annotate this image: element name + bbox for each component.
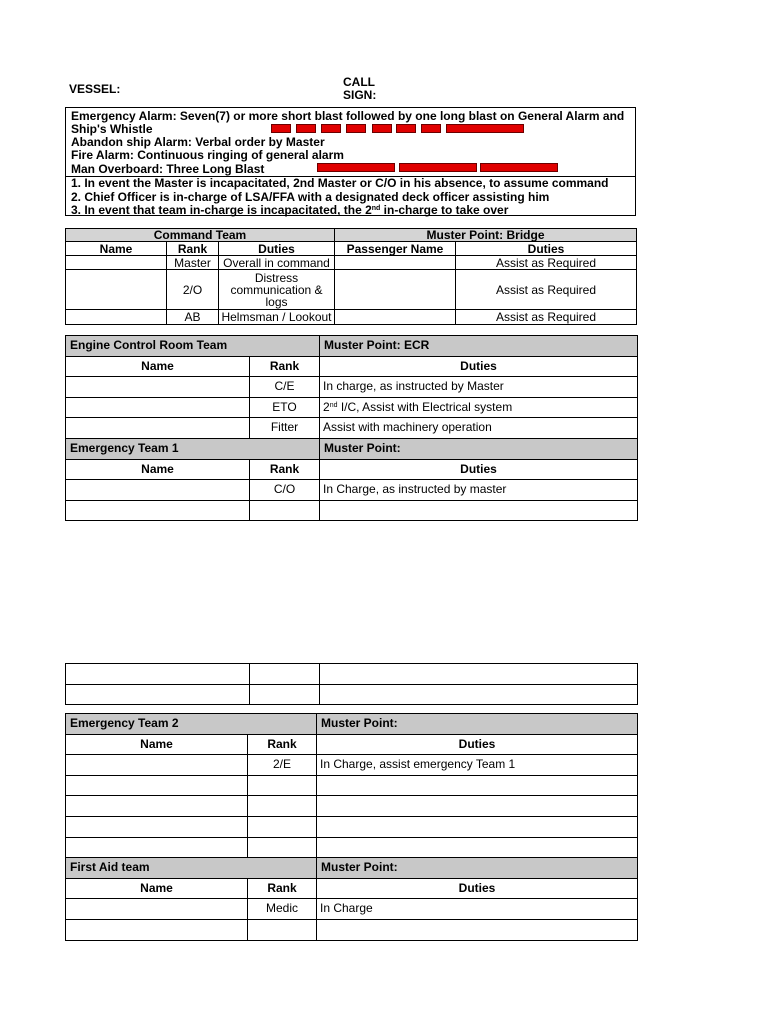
engine-control-room-table [65,335,638,521]
note-2: 2. Chief Officer is in-charge of LSA/FFA with a designated deck officer assisting him [71,190,550,204]
abandon-ship-alarm-text: Abandon ship Alarm: Verbal order by Master [71,135,325,149]
vessel-label: VESSEL: [69,82,121,96]
note-1: 1. In event the Master is incapacitated, 2nd Master or C/O in his absence, to assume command [71,176,609,190]
name-cell [66,310,167,325]
rank-cell: C/O [250,480,320,501]
header-passenger-duties: Duties [456,242,637,256]
duties-cell: Distress communication & logs [219,270,335,310]
command-team-muster: Muster Point: Bridge [335,229,637,242]
duties-cell [317,775,638,796]
duties-cell [317,816,638,837]
name-cell [66,377,250,398]
table-row [66,397,638,418]
table-row [66,837,638,858]
header-rank: Rank [167,242,219,256]
long-blast-signal [399,163,477,172]
rank-cell: Master [167,256,219,270]
duties-cell: In charge, as instructed by Master [320,377,638,398]
header-name: Name [66,242,167,256]
command-team-table [65,228,637,325]
table-row [66,796,638,817]
rank-cell: 2/O [167,270,219,310]
short-blast-signal [372,124,392,133]
long-blast-signal [446,124,524,133]
short-blast-signal [321,124,341,133]
ships-whistle-text: Ship's Whistle [71,122,153,136]
table-row [66,664,638,685]
emergency-team-1-title: Emergency Team 1 [66,438,320,459]
fire-alarm-text: Fire Alarm: Continuous ringing of general alarm [71,148,344,162]
duties-cell [317,796,638,817]
rank-cell [248,796,317,817]
header-duties: Duties [320,459,638,480]
duties-cell: In Charge, as instructed by master [320,480,638,501]
rank-cell [248,919,317,940]
man-overboard-text: Man Overboard: Three Long Blast [71,162,265,176]
name-cell [66,796,248,817]
table-row [66,775,638,796]
rank-cell: 2/E [248,755,317,776]
rank-cell: C/E [250,377,320,398]
name-cell [66,664,250,685]
first-aid-team-title: First Aid team [66,858,317,879]
first-aid-team-muster: Muster Point: [317,858,638,879]
duties-cell [317,919,638,940]
emergency-alarm-text: Emergency Alarm: Seven(7) or more short blast followed by one long blast on General Alarm and [71,109,625,123]
short-blast-signal [421,124,441,133]
table-row [66,480,638,501]
header-name: Name [66,878,248,899]
name-cell [66,480,250,501]
table-row [66,418,638,439]
emergency-team-2-title: Emergency Team 2 [66,714,317,735]
emergency-team-2-table [65,713,638,941]
name-cell [66,919,248,940]
name-cell [66,837,248,858]
duties-cell [320,500,638,521]
header-duties: Duties [317,878,638,899]
table-row [66,919,638,940]
header-name: Name [66,356,250,377]
name-cell [66,500,250,521]
emergency-team-2-muster: Muster Point: [317,714,638,735]
name-cell [66,755,248,776]
passenger-cell [335,256,456,270]
header-passenger-name: Passenger Name [335,242,456,256]
rank-cell [250,664,320,685]
table-row [66,377,638,398]
duties-cell: 2nd I/C, Assist with Electrical system [320,397,638,418]
rank-cell: Fitter [250,418,320,439]
name-cell [66,256,167,270]
note-3: 3. In event that team in-charge is incapacitated, the 2nd in-charge to take over [71,203,509,217]
passenger-cell [335,270,456,310]
duties-cell [320,664,638,685]
duties-cell: In Charge, assist emergency Team 1 [317,755,638,776]
passenger-duties-cell: Assist as Required [456,310,637,325]
long-blast-signal [480,163,558,172]
table-row [66,684,638,705]
rank-cell [248,816,317,837]
name-cell [66,270,167,310]
header-rank: Rank [248,734,317,755]
long-blast-signal [317,163,395,172]
rank-cell: AB [167,310,219,325]
short-blast-signal [346,124,366,133]
name-cell [66,418,250,439]
name-cell [66,775,248,796]
emergency-team-1-continuation-table [65,663,638,705]
passenger-duties-cell: Assist as Required [456,256,637,270]
header-name: Name [66,734,248,755]
header-rank: Rank [250,356,320,377]
header-duties: Duties [320,356,638,377]
rank-cell [248,775,317,796]
alarm-signals-box [65,107,636,216]
table-row [66,500,638,521]
duties-cell: Overall in command [219,256,335,270]
header-rank: Rank [250,459,320,480]
table-row [66,816,638,837]
duties-cell: Assist with machinery operation [320,418,638,439]
table-row [66,270,637,310]
rank-cell: ETO [250,397,320,418]
engine-team-title: Engine Control Room Team [66,336,320,357]
table-row [66,755,638,776]
header-duties: Duties [219,242,335,256]
rank-cell [250,500,320,521]
header-rank: Rank [248,878,317,899]
short-blast-signal [271,124,291,133]
duties-cell: In Charge [317,899,638,920]
duties-cell [317,837,638,858]
name-cell [66,397,250,418]
table-row [66,256,637,270]
short-blast-signal [296,124,316,133]
passenger-cell [335,310,456,325]
command-team-title: Command Team [66,229,335,242]
table-row [66,899,638,920]
header-duties: Duties [317,734,638,755]
call-sign-label: CALL SIGN: [343,75,377,102]
name-cell [66,899,248,920]
passenger-duties-cell: Assist as Required [456,270,637,310]
engine-team-muster: Muster Point: ECR [320,336,638,357]
short-blast-signal [396,124,416,133]
rank-cell: Medic [248,899,317,920]
table-row [66,310,637,325]
rank-cell [248,837,317,858]
name-cell [66,816,248,837]
rank-cell [250,684,320,705]
name-cell [66,684,250,705]
duties-cell [320,684,638,705]
emergency-team-1-muster: Muster Point: [320,438,638,459]
header-name: Name [66,459,250,480]
duties-cell: Helmsman / Lookout [219,310,335,325]
